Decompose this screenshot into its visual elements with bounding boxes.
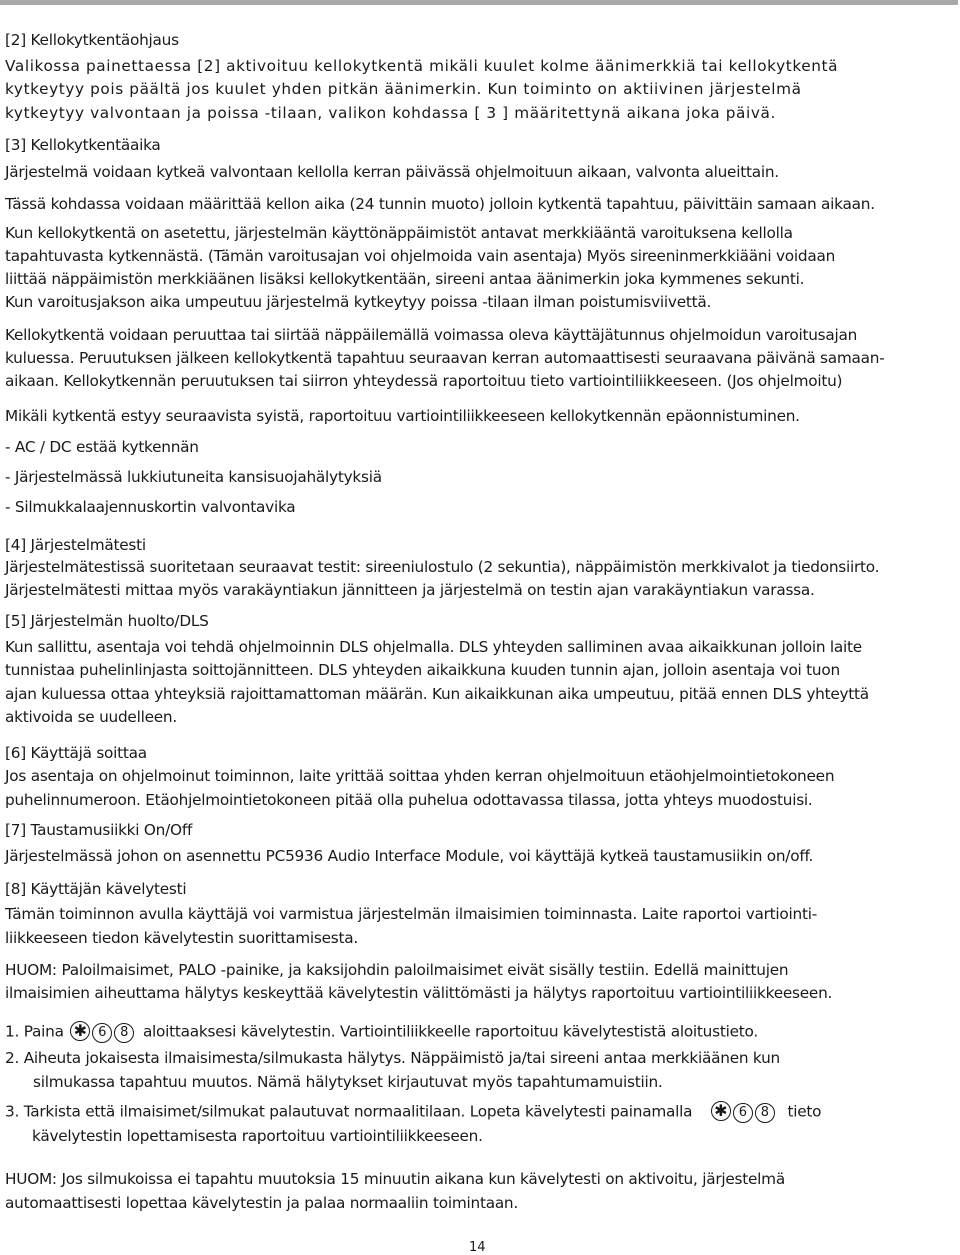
paragraph-line: Järjestelmä voidaan kytkeä valvontaan kellolla kerran päivässä ohjelmoituun aikaan, valvonta alueittain. — [5, 163, 779, 181]
paragraph-line: Tässä kohdassa voidaan määrittää kellon aika (24 tunnin muoto) jolloin kytkentä tapahtuu, päivittäin samaan aikaan. — [5, 195, 875, 213]
step-1 — [5, 1021, 758, 1043]
paragraph-line: aikaan. Kellokytkennän peruutuksen tai siirron yhteydessä raportoituu tieto vartiointiliikkeeseen. (Jos ohjelmoitu) — [5, 372, 843, 390]
section-heading-5: [5] Järjestelmän huolto/DLS — [5, 612, 209, 630]
bullet-item: - Järjestelmässä lukkiutuneita kansisuojahälytyksiä — [5, 468, 382, 486]
key-8-icon: 8 — [114, 1023, 134, 1043]
paragraph-line: Järjestelmätestissä suoritetaan seuraavat testit: sireeniulostulo (2 sekuntia), näppäimistön merkkivalot ja tiedonsiirto. — [5, 558, 880, 576]
paragraph-line: Kun sallittu, asentaja voi tehdä ohjelmoinnin DLS ohjelmalla. DLS yhteyden salliminen avaa aikaikkunan jolloin laite — [5, 638, 862, 656]
step-2: 2. Aiheuta jokaisesta ilmaisimesta/silmukasta hälytys. Näppäimistö ja/tai sireeni antaa merkkiäänen kun — [5, 1049, 780, 1067]
paragraph-line: kuluessa. Peruutuksen jälkeen kellokytkentä tapahtuu seuraavan kerran automaattisesti seuraavana päivänä samaan- — [5, 349, 885, 367]
section-heading-7: [7] Taustamusiikki On/Off — [5, 821, 193, 839]
paragraph-line: ajan kuluessa ottaa yhteyksiä rajoittamattoman määrän. Kun aikaikkunan aika umpeutuu, pitää ennen DLS yhteyttä — [5, 685, 869, 703]
top-rule — [0, 0, 958, 5]
paragraph-line: Kun varoitusjakson aika umpeutuu järjestelmä kytkeytyy poissa -tilaan ilman poistumisviivettä. — [5, 293, 712, 311]
paragraph-line: aktivoida se uudelleen. — [5, 708, 177, 726]
paragraph-line: puhelinnumeroon. Etäohjelmointietokoneen pitää olla puhelua odottavassa tilassa, jotta yhteys muodostuisi. — [5, 791, 813, 809]
section-heading-8: [8] Käyttäjän kävelytesti — [5, 880, 187, 898]
paragraph-line: Jos asentaja on ohjelmoinut toiminnon, laite yrittää soittaa yhden kerran ohjelmoituun etäohjelmointietokoneen — [5, 767, 835, 785]
paragraph-line: Kun kellokytkentä on asetettu, järjestelmän käyttönäppäimistöt antavat merkkiääntä varoituksena kellolla — [5, 224, 793, 242]
step-3-continued: kävelytestin lopettamisesta raportoituu vartiointiliikkeeseen. — [32, 1127, 483, 1145]
key-sequence — [711, 1101, 777, 1123]
step-3-text-after: tieto — [787, 1102, 822, 1121]
paragraph-line: Tämän toiminnon avulla käyttäjä voi varmistua järjestelmän ilmaisimien toiminnasta. Laite raportoi vartiointi- — [5, 905, 818, 923]
paragraph-line: kytkeytyy pois päältä jos kuulet yhden pitkän äänimerkin. Kun toiminto on aktiivinen järjestelmä — [5, 80, 802, 98]
section-heading-4: [4] Järjestelmätesti — [5, 536, 146, 554]
paragraph-line: Järjestelmätesti mittaa myös varakäyntiakun jännitteen ja järjestelmä on testin ajan varakäyntiakun varassa. — [5, 581, 815, 599]
paragraph-line: tunnistaa puhelinlinjasta soittojännitteen. DLS yhteyden aikaikkuna kuuden tunnin ajan, jolloin asentaja voi tuon — [5, 661, 840, 679]
key-6-icon: 6 — [92, 1023, 112, 1043]
paragraph-line: Valikossa painettaessa [2] aktivoituu kellokytkentä mikäli kuulet kolme äänimerkkiä tai kellokytkentä — [5, 57, 839, 75]
key-sequence — [70, 1021, 136, 1043]
paragraph-line: Mikäli kytkentä estyy seuraavista syistä, raportoituu vartiointiliikkeeseen kellokytkennän epäonnistuminen. — [5, 407, 800, 425]
paragraph-line: liikkeeseen tiedon kävelytestin suorittamisesta. — [5, 929, 358, 947]
step-3-text-before: 3. Tarkista että ilmaisimet/silmukat palautuvat normaalitilaan. Lopeta kävelytesti painamalla — [5, 1102, 693, 1121]
step-1-text-after: aloittaaksesi kävelytestin. Vartiointiliikkeelle raportoituu kävelytestistä aloitustieto. — [142, 1022, 758, 1041]
section-heading-2: [2] Kellokytkentäohjaus — [5, 31, 179, 49]
star-key-icon: ✱ — [70, 1021, 90, 1041]
key-8-icon: 8 — [755, 1103, 775, 1123]
paragraph-line: Kellokytkentä voidaan peruuttaa tai siirtää näppäilemällä voimassa oleva käyttäjätunnus ohjelmoidun varoitusajan — [5, 326, 858, 344]
star-key-icon: ✱ — [711, 1101, 731, 1121]
paragraph-line: kytkeytyy valvontaan ja poissa -tilaan, valikon kohdassa [ 3 ] määritettynä aikana joka päivä. — [5, 104, 776, 122]
paragraph-line: liittää näppäimistön merkkiäänen lisäksi kellokytkentään, sireeni antaa äänimerkin joka kymmenes sekunti. — [5, 270, 805, 288]
paragraph-line: tapahtuvasta kytkennästä. (Tämän varoitusajan voi ohjelmoida vain asentaja) Myös sireeninmerkkiääni voidaan — [5, 247, 836, 265]
step-2-continued: silmukassa tapahtuu muutos. Nämä hälytykset kirjautuvat myös tapahtumamuistiin. — [33, 1073, 663, 1091]
bullet-item: - AC / DC estää kytkennän — [5, 438, 199, 456]
note-line: automaattisesti lopettaa kävelytestin ja palaa normaaliin toimintaan. — [5, 1194, 518, 1212]
key-6-icon: 6 — [733, 1103, 753, 1123]
section-heading-3: [3] Kellokytkentäaika — [5, 136, 161, 154]
section-heading-6: [6] Käyttäjä soittaa — [5, 744, 147, 762]
paragraph-line: Järjestelmässä johon on asennettu PC5936 Audio Interface Module, voi käyttäjä kytkeä taustamusiikin on/off. — [5, 847, 814, 865]
step-1-text-before: 1. Paina — [5, 1022, 64, 1041]
bullet-item: - Silmukkalaajennuskortin valvontavika — [5, 498, 296, 516]
paragraph-line: ilmaisimien aiheuttama hälytys keskeyttää kävelytestin välittömästi ja hälytys raportoituu vartiointiliikkeeseen. — [5, 984, 833, 1002]
page-number: 14 — [469, 1240, 486, 1255]
paragraph-line: HUOM: Paloilmaisimet, PALO -painike, ja kaksijohdin paloilmaisimet eivät sisälly testiin. Edellä mainittujen — [5, 961, 789, 979]
note-line: HUOM: Jos silmukoissa ei tapahtu muutoksia 15 minuutin aikana kun kävelytesti on aktivoitu, järjestelmä — [5, 1170, 785, 1188]
step-3 — [5, 1101, 821, 1123]
